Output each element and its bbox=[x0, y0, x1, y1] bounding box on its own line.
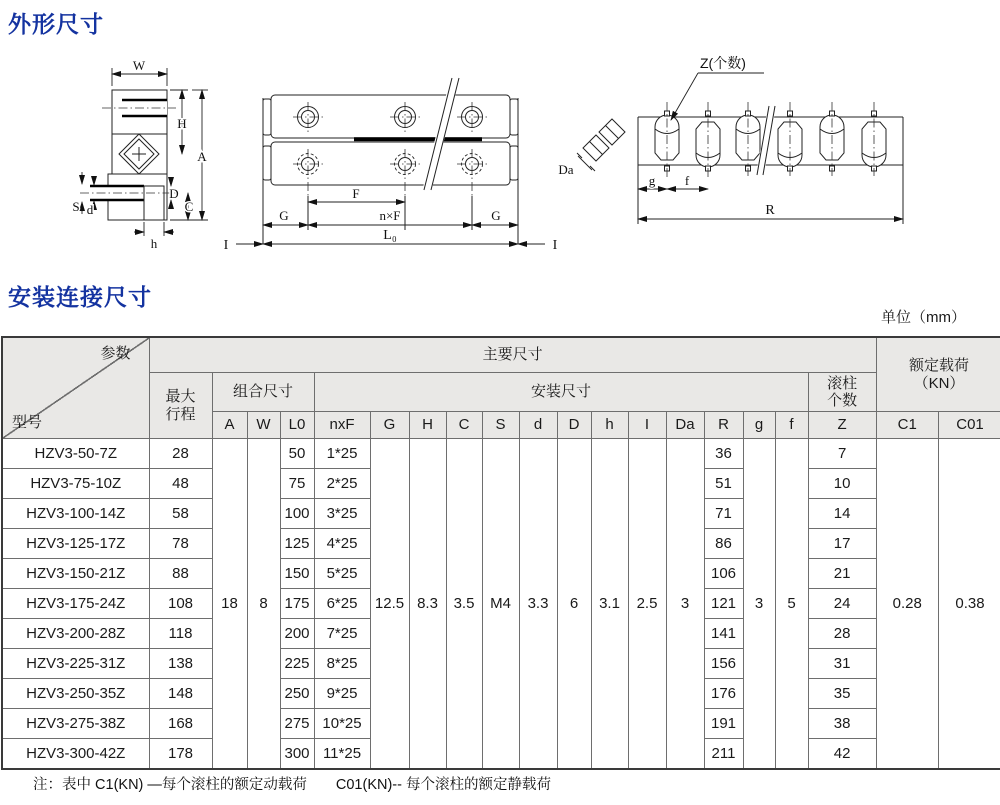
cell-Z: 17 bbox=[808, 529, 876, 559]
cell-max-stroke: 118 bbox=[149, 619, 212, 649]
dim-label-nxF: n×F bbox=[379, 208, 401, 223]
cell-L0: 75 bbox=[280, 469, 314, 499]
cell-R: 121 bbox=[704, 589, 743, 619]
cell-model: HZV3-75-10Z bbox=[2, 469, 149, 499]
cell-L0: 300 bbox=[280, 739, 314, 770]
column-letter-f: f bbox=[775, 412, 808, 439]
column-letter-A: A bbox=[212, 412, 247, 439]
cell-model: HZV3-250-35Z bbox=[2, 679, 149, 709]
dim-label-S: S bbox=[72, 199, 80, 214]
cell-R: 71 bbox=[704, 499, 743, 529]
cell-Z: 14 bbox=[808, 499, 876, 529]
cell-Z: 38 bbox=[808, 709, 876, 739]
column-letter-C1: C1 bbox=[876, 412, 938, 439]
cell-shared-G: 12.5 bbox=[370, 439, 409, 770]
dim-label-R: R bbox=[765, 203, 775, 218]
cell-shared-I: 2.5 bbox=[628, 439, 666, 770]
dim-label-C: C bbox=[184, 199, 194, 214]
cell-L0: 125 bbox=[280, 529, 314, 559]
dim-label-A: A bbox=[197, 149, 207, 164]
column-letter-g: g bbox=[743, 412, 775, 439]
dim-label-h: h bbox=[150, 236, 158, 251]
column-letter-Z: Z bbox=[808, 412, 876, 439]
column-letter-L0: L0 bbox=[280, 412, 314, 439]
cell-model: HZV3-150-21Z bbox=[2, 559, 149, 589]
cell-shared-d: 3.3 bbox=[519, 439, 557, 770]
dim-label-I-left: I bbox=[223, 238, 229, 253]
cell-R: 211 bbox=[704, 739, 743, 770]
cell-L0: 250 bbox=[280, 679, 314, 709]
cell-max-stroke: 108 bbox=[149, 589, 212, 619]
cell-Z: 42 bbox=[808, 739, 876, 770]
cell-R: 36 bbox=[704, 439, 743, 469]
cell-L0: 100 bbox=[280, 499, 314, 529]
cell-shared-S: M4 bbox=[482, 439, 519, 770]
cell-max-stroke: 148 bbox=[149, 679, 212, 709]
cell-model: HZV3-50-7Z bbox=[2, 439, 149, 469]
roller-count-header bbox=[808, 373, 876, 412]
corner-cell bbox=[2, 337, 149, 439]
column-letter-R: R bbox=[704, 412, 743, 439]
cell-L0: 200 bbox=[280, 619, 314, 649]
cell-R: 86 bbox=[704, 529, 743, 559]
dimension-table bbox=[1, 336, 1000, 770]
dim-label-F: F bbox=[352, 186, 360, 201]
dim-label-I-right: I bbox=[552, 238, 558, 253]
cell-model: HZV3-275-38Z bbox=[2, 709, 149, 739]
cell-nxF: 6*25 bbox=[314, 589, 370, 619]
column-letter-d: d bbox=[519, 412, 557, 439]
cell-R: 51 bbox=[704, 469, 743, 499]
cell-model: HZV3-100-14Z bbox=[2, 499, 149, 529]
cell-max-stroke: 138 bbox=[149, 649, 212, 679]
cell-nxF: 2*25 bbox=[314, 469, 370, 499]
cell-max-stroke: 28 bbox=[149, 439, 212, 469]
dim-label-H: H bbox=[177, 116, 187, 131]
cell-Z: 35 bbox=[808, 679, 876, 709]
cell-L0: 225 bbox=[280, 649, 314, 679]
cell-max-stroke: 168 bbox=[149, 709, 212, 739]
rated-load-line1: 额定载荷 bbox=[909, 357, 970, 375]
column-letter-h: h bbox=[591, 412, 628, 439]
cell-Z: 24 bbox=[808, 589, 876, 619]
column-letter-S: S bbox=[482, 412, 519, 439]
rated-load-group-header bbox=[876, 337, 1000, 412]
column-letter-nxF: nxF bbox=[314, 412, 370, 439]
cell-shared-H: 8.3 bbox=[409, 439, 446, 770]
roller-count-line2: 个数 bbox=[827, 392, 858, 409]
cell-model: HZV3-225-31Z bbox=[2, 649, 149, 679]
cell-R: 191 bbox=[704, 709, 743, 739]
header-row-groups bbox=[2, 337, 1000, 373]
corner-param-label: 参数 bbox=[100, 345, 131, 362]
column-letter-C01: C01 bbox=[938, 412, 1000, 439]
cell-model: HZV3-300-42Z bbox=[2, 739, 149, 770]
cell-nxF: 5*25 bbox=[314, 559, 370, 589]
column-letter-D: D bbox=[557, 412, 591, 439]
max-stroke-line2: 行程 bbox=[165, 405, 196, 423]
cell-R: 176 bbox=[704, 679, 743, 709]
cell-R: 106 bbox=[704, 559, 743, 589]
installation-dimensions-group-header: 安装尺寸 bbox=[314, 373, 808, 412]
cell-nxF: 10*25 bbox=[314, 709, 370, 739]
table-row-HZV3-50-7Z bbox=[2, 439, 1000, 469]
column-letter-Da: Da bbox=[666, 412, 704, 439]
rated-load-line2: （KN） bbox=[913, 374, 965, 392]
cell-Z: 10 bbox=[808, 469, 876, 499]
cell-nxF: 1*25 bbox=[314, 439, 370, 469]
section-title-mounting-dimensions: 安装连接尺寸 bbox=[8, 284, 152, 310]
cell-shared-h: 3.1 bbox=[591, 439, 628, 770]
cell-R: 141 bbox=[704, 619, 743, 649]
column-letter-C: C bbox=[446, 412, 482, 439]
dim-label-W: W bbox=[132, 58, 146, 73]
cell-Z: 28 bbox=[808, 619, 876, 649]
cell-nxF: 11*25 bbox=[314, 739, 370, 770]
section-title-outline-dimensions: 外形尺寸 bbox=[8, 11, 104, 37]
cell-model: HZV3-200-28Z bbox=[2, 619, 149, 649]
column-letter-I: I bbox=[628, 412, 666, 439]
cell-Z: 7 bbox=[808, 439, 876, 469]
cell-model: HZV3-125-17Z bbox=[2, 529, 149, 559]
cell-shared-g: 3 bbox=[743, 439, 775, 770]
table-note: 注：表中 C1(KN) —每个滚柱的额定动载荷 C01(KN)-- 每个滚柱的额定静载荷 bbox=[33, 777, 551, 793]
max-stroke-line1: 最大 bbox=[165, 388, 196, 406]
cell-max-stroke: 58 bbox=[149, 499, 212, 529]
dim-label-g: g bbox=[648, 173, 656, 188]
cell-L0: 175 bbox=[280, 589, 314, 619]
header-row-subgroups bbox=[2, 373, 1000, 412]
column-letter-H: H bbox=[409, 412, 446, 439]
cell-shared-A: 18 bbox=[212, 439, 247, 770]
cell-max-stroke: 178 bbox=[149, 739, 212, 770]
cell-model: HZV3-175-24Z bbox=[2, 589, 149, 619]
cell-shared-Da: 3 bbox=[666, 439, 704, 770]
dim-label-d: d bbox=[86, 202, 94, 217]
cell-nxF: 8*25 bbox=[314, 649, 370, 679]
cell-Z: 21 bbox=[808, 559, 876, 589]
roller-count-line1: 滚柱 bbox=[827, 374, 858, 392]
table-body bbox=[2, 439, 1000, 770]
cell-nxF: 9*25 bbox=[314, 679, 370, 709]
cell-shared-W: 8 bbox=[247, 439, 280, 770]
cell-nxF: 3*25 bbox=[314, 499, 370, 529]
dim-label-f: f bbox=[684, 173, 690, 188]
dim-label-G-right: G bbox=[491, 208, 501, 223]
dim-label-L0: L₀ bbox=[383, 228, 397, 243]
main-dimensions-group-header: 主要尺寸 bbox=[149, 337, 876, 373]
cell-max-stroke: 78 bbox=[149, 529, 212, 559]
cell-max-stroke: 88 bbox=[149, 559, 212, 589]
cell-L0: 150 bbox=[280, 559, 314, 589]
unit-label: 单位（mm） bbox=[881, 309, 966, 326]
dim-label-Z-count: Z(个数) bbox=[700, 55, 746, 71]
cell-shared-C: 3.5 bbox=[446, 439, 482, 770]
dim-label-G-left: G bbox=[279, 208, 289, 223]
cell-shared-C1: 0.28 bbox=[876, 439, 938, 770]
dim-label-Da: Da bbox=[558, 162, 574, 177]
cell-shared-C01: 0.38 bbox=[938, 439, 1000, 770]
rail-plan-drawing bbox=[218, 72, 583, 254]
cell-max-stroke: 48 bbox=[149, 469, 212, 499]
cell-shared-D: 6 bbox=[557, 439, 591, 770]
cell-nxF: 4*25 bbox=[314, 529, 370, 559]
cell-L0: 275 bbox=[280, 709, 314, 739]
max-stroke-header bbox=[149, 373, 212, 439]
cell-nxF: 7*25 bbox=[314, 619, 370, 649]
corner-model-label: 型号 bbox=[12, 413, 43, 431]
cell-R: 156 bbox=[704, 649, 743, 679]
column-letter-G: G bbox=[370, 412, 409, 439]
dim-label-D: D bbox=[169, 186, 179, 201]
combined-dimensions-group-header: 组合尺寸 bbox=[212, 373, 314, 412]
roller-strip-drawing bbox=[552, 52, 1000, 237]
cell-L0: 50 bbox=[280, 439, 314, 469]
cell-Z: 31 bbox=[808, 649, 876, 679]
column-letter-W: W bbox=[247, 412, 280, 439]
cell-shared-f: 5 bbox=[775, 439, 808, 770]
